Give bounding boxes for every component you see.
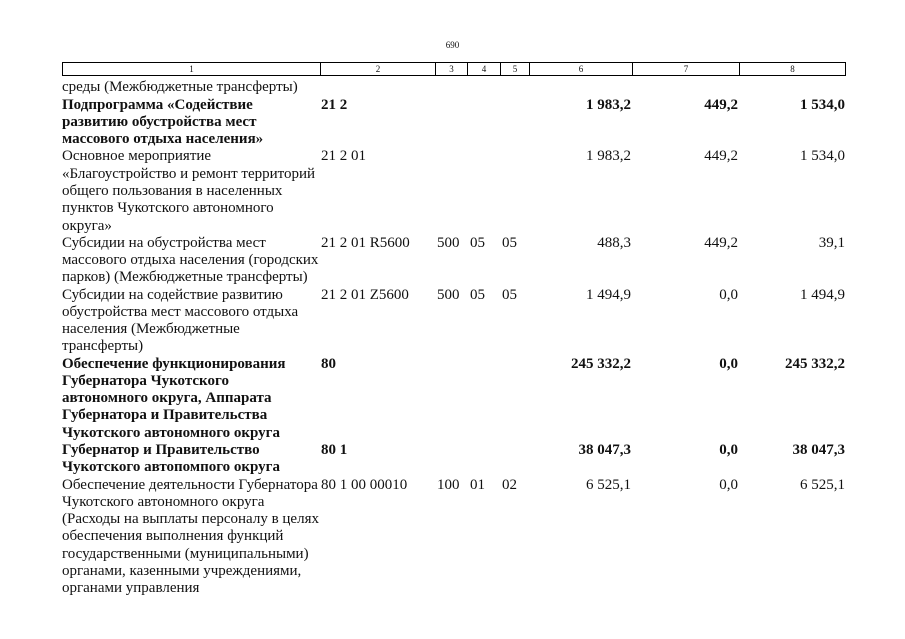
col4-cell [468,356,501,373]
col5-cell: 05 [502,286,517,303]
col5-cell: 02 [502,476,517,493]
header-col-1: 1 [63,63,321,75]
row-name-line: Субсидии на содействие развитию [62,286,283,303]
row-name [62,79,321,96]
row-name-line: Субсидии на обустройства мест [62,234,266,251]
amount-col7-cell: 0,0 [719,476,738,493]
amount-total-cell [530,79,633,96]
amount-total-cell: 1 983,2 [586,148,631,165]
table-row [62,287,846,356]
amount-col7-cell: 0,0 [719,441,738,458]
table-row [62,148,846,234]
table-body [62,79,846,597]
row-name-line: обустройства мест массового отдыха [62,303,299,320]
amount-col8-cell: 1 494,9 [800,286,845,303]
amount-col8-cell: 245 332,2 [785,355,845,372]
col5-cell [501,148,530,165]
amount-col7-cell: 0,0 [719,355,738,372]
amount-col7-cell: 0,0 [719,286,738,303]
table-row [62,79,846,96]
row-name [62,477,321,598]
amount-col7-cell: 449,2 [704,234,738,251]
row-name [62,148,321,234]
row-name-line: трансферты) [62,338,144,355]
col4-cell [468,442,501,459]
col4-cell: 05 [470,234,485,251]
amount-col8-cell [740,79,846,96]
row-name-line: Чукотского автономного округа [62,493,265,510]
header-col-3: 3 [436,63,468,75]
col3-cell [436,79,468,96]
col3-cell: 500 [437,286,460,303]
row-name [62,97,321,149]
row-name-line: населения (Межбюджетные [62,321,240,338]
row-name-line: развитию обустройства мест [62,113,257,130]
col5-cell [501,442,530,459]
header-col-4: 4 [468,63,501,75]
amount-total-cell: 488,3 [597,234,631,251]
table-row [62,97,846,149]
row-name-line: общего пользования в населенных [62,182,283,199]
row-name-line: автономного округа, Аппарата [62,390,272,407]
code-cell: 21 2 01 R5600 [321,234,410,251]
col3-cell [436,148,468,165]
row-name-line: Подпрограмма «Содействие [62,96,253,113]
header-col-8: 8 [790,64,795,74]
row-name-line: округа» [62,217,112,234]
amount-total-cell: 38 047,3 [578,441,631,458]
code-cell: 80 1 00 00010 [321,476,408,493]
amount-col7-cell: 449,2 [704,96,738,113]
header-col-7: 7 [633,63,740,75]
row-name-line: Губернатора Чукотского [62,372,229,389]
col3-cell [436,97,468,114]
row-name-line: (Расходы на выплаты персоналу в целях [62,511,319,528]
row-name-line: Основное мероприятие [62,148,212,165]
row-name-line: массового отдыха населения (городских [62,252,319,269]
row-name-line: Чукотского автопомпого округа [62,459,280,476]
col5-cell: 05 [502,234,517,251]
row-name-line: среды (Межбюджетные трансферты) [62,79,298,96]
row-name [62,287,321,356]
row-name-line: органами, казенными учреждениями, [62,562,302,579]
row-name-line: «Благоустройство и ремонт территорий [62,165,316,182]
table-row [62,356,846,442]
row-name-line: обеспечения выполнения функций [62,528,284,545]
row-name-line: Обеспечение функционирования [62,355,286,372]
col3-cell: 500 [437,234,460,251]
header-col-6: 6 [530,63,633,75]
row-name-line: массового отдыха населения» [62,131,264,148]
page-number: 690 [445,40,460,50]
amount-col8-cell: 6 525,1 [800,476,845,493]
col3-cell: 100 [437,476,460,493]
col4-cell: 05 [470,286,485,303]
amount-total-cell: 245 332,2 [571,355,631,372]
amount-col7-cell [633,79,740,96]
amount-col8-cell: 38 047,3 [792,441,845,458]
header-col-2: 2 [321,63,436,75]
row-name-line: Обеспечение деятельности Губернатора [62,476,318,493]
col5-cell [501,79,530,96]
row-name [62,356,321,442]
col3-cell [436,356,468,373]
row-name [62,442,321,477]
col4-cell: 01 [470,476,485,493]
table-row [62,477,846,598]
code-cell: 21 2 [321,96,348,113]
code-cell: 80 1 [321,441,348,458]
code-cell: 80 [321,355,336,372]
col4-cell [468,79,501,96]
row-name-line: Чукотского автономного округа [62,424,280,441]
code-cell [321,79,436,96]
code-cell: 21 2 01 Z5600 [321,286,409,303]
amount-col8-cell: 39,1 [818,234,845,251]
table-header [62,62,846,76]
row-name-line: парков) (Межбюджетные трансферты) [62,269,308,286]
row-name-line: Губернатор и Правительство [62,441,260,458]
col4-cell [468,148,501,165]
row-name-line: государственными (муниципальными) [62,545,309,562]
col4-cell [468,97,501,114]
col5-cell [501,356,530,373]
row-name [62,235,321,287]
amount-col7-cell: 449,2 [704,148,738,165]
amount-col8-cell: 1 534,0 [800,96,845,113]
amount-col8-cell: 1 534,0 [800,148,845,165]
table-row [62,235,846,287]
col3-cell [436,442,468,459]
amount-total-cell: 1 983,2 [586,96,631,113]
amount-total-cell: 1 494,9 [586,286,631,303]
row-name-line: органами управления [62,580,200,597]
code-cell: 21 2 01 [321,148,366,165]
row-name-line: Губернатора и Правительства [62,407,268,424]
table-row [62,442,846,477]
amount-total-cell: 6 525,1 [586,476,631,493]
row-name-line: пунктов Чукотского автономного [62,200,274,217]
col5-cell [501,97,530,114]
header-col-5: 5 [501,63,530,75]
